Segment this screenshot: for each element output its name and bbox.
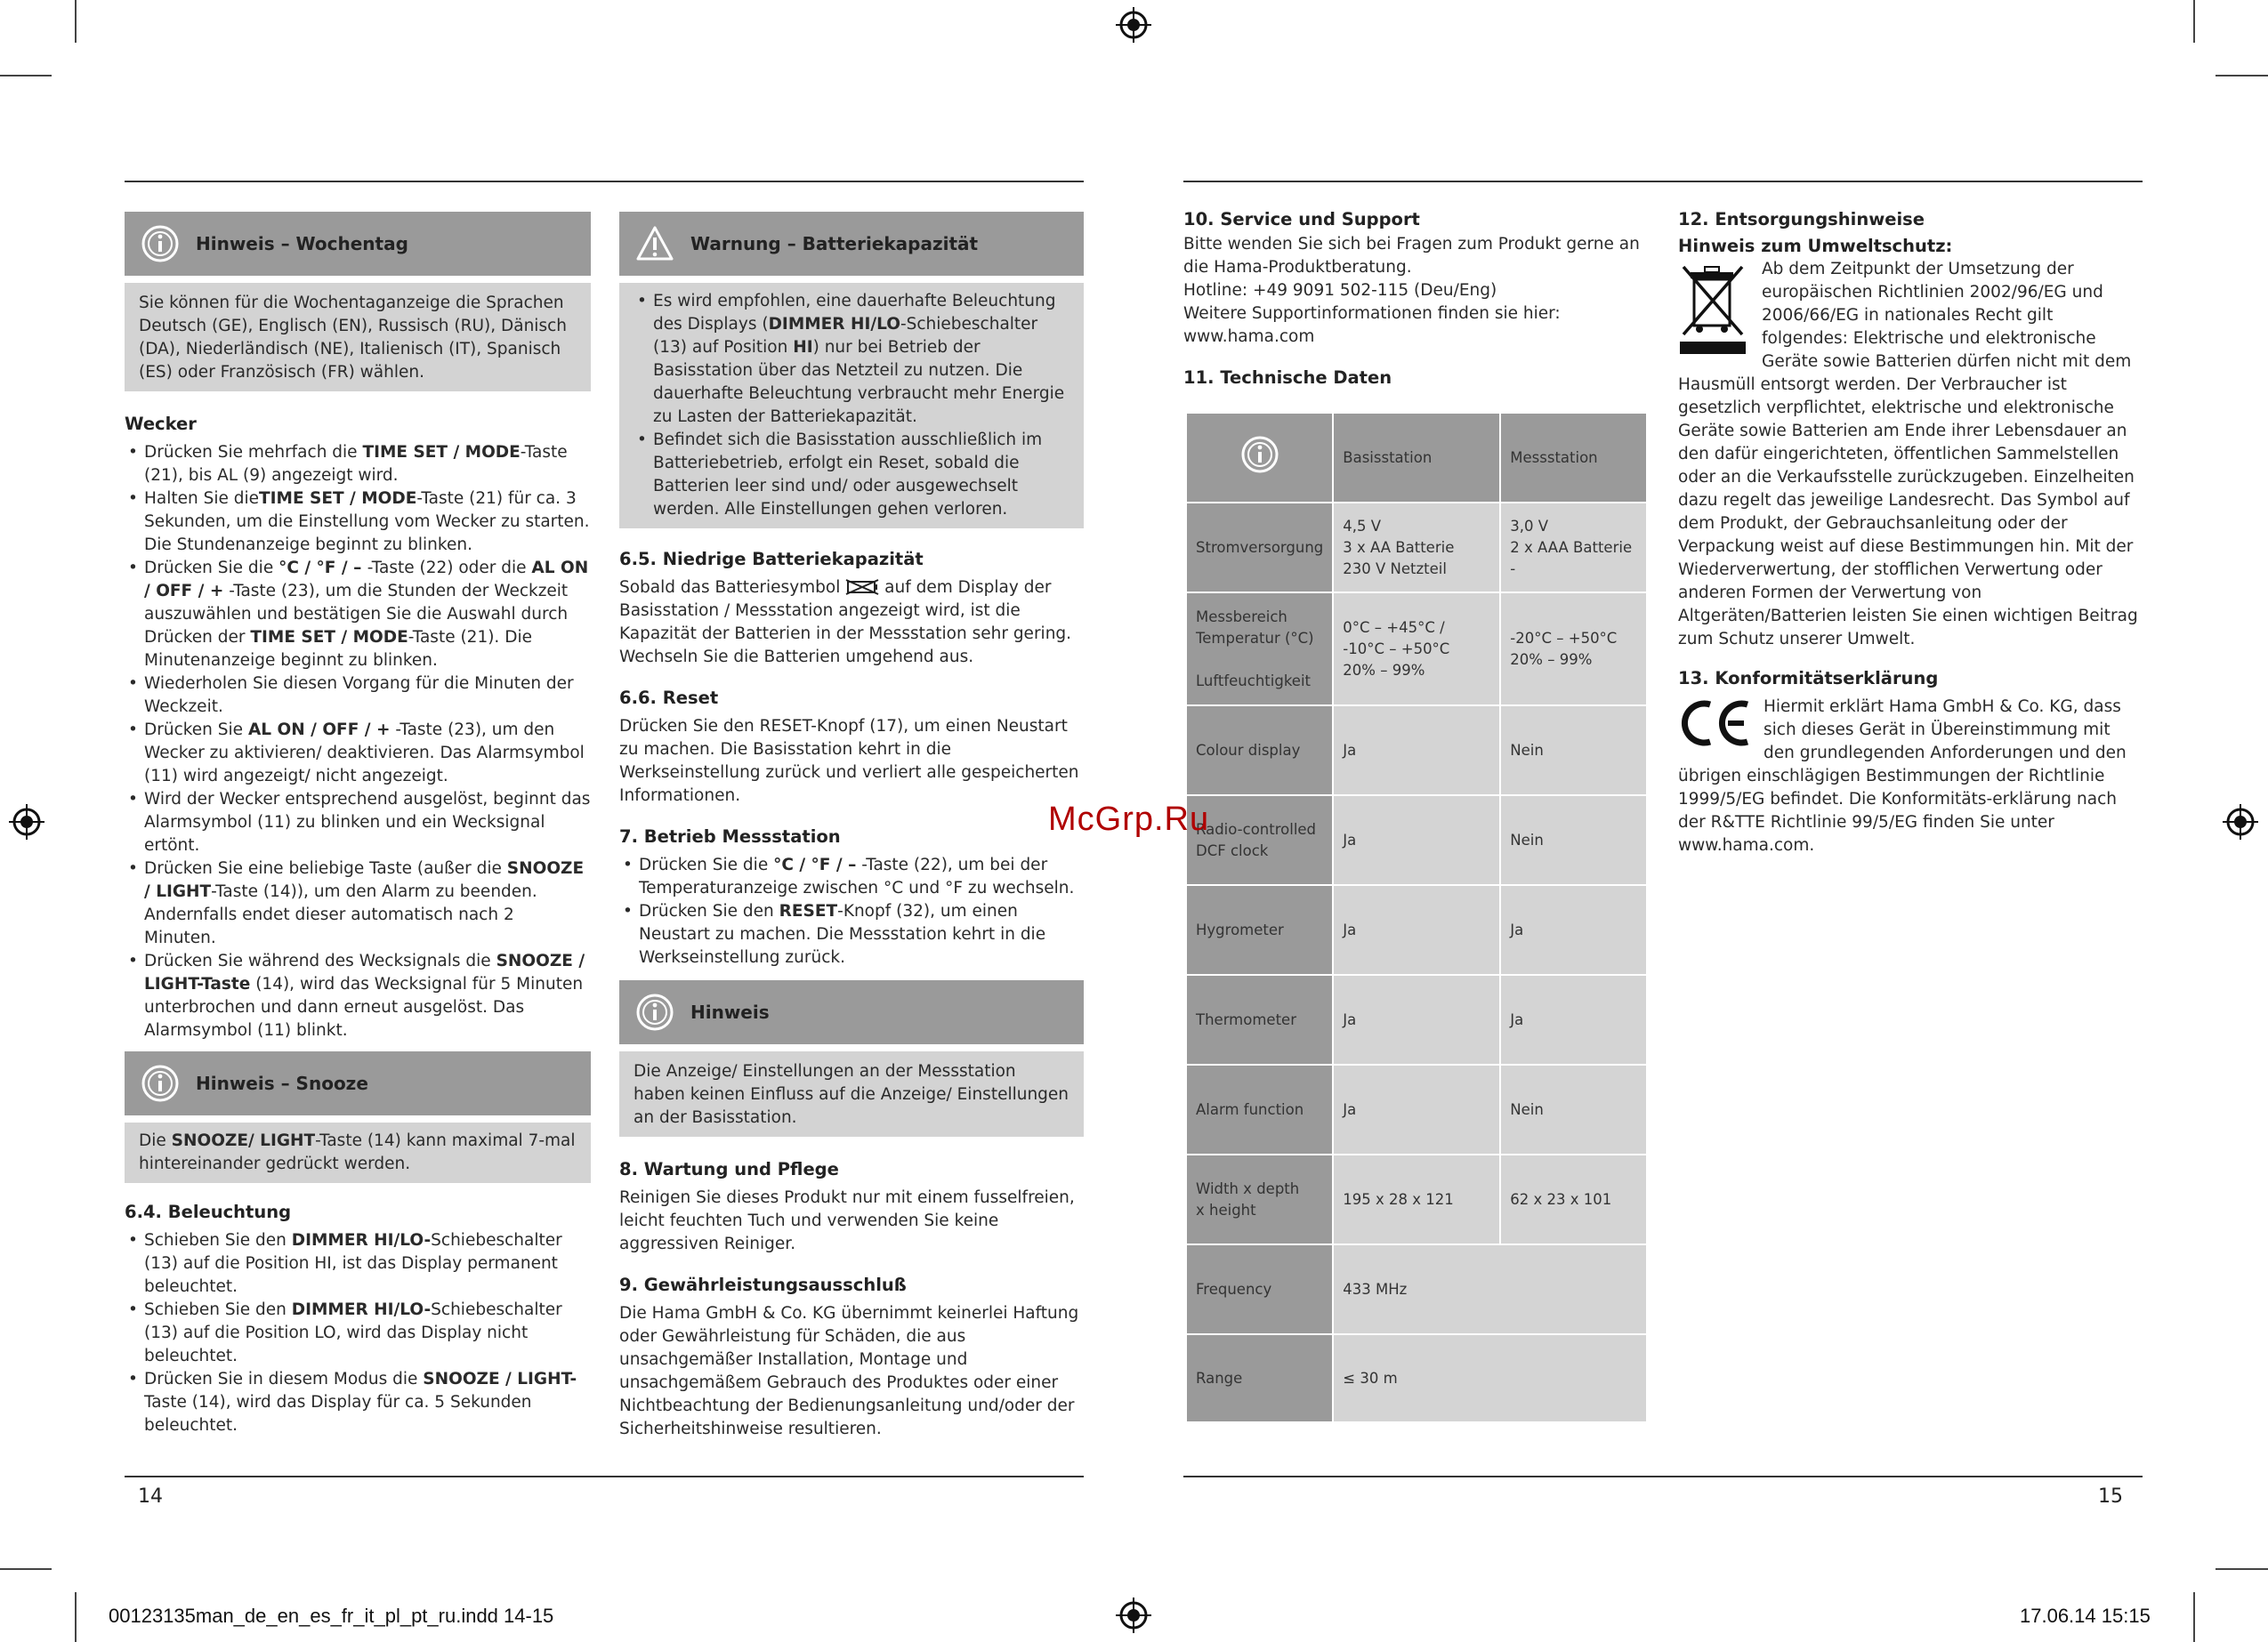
battery-empty-icon bbox=[845, 579, 879, 595]
cell-line: Radio-controlled bbox=[1196, 820, 1317, 838]
row-value-remote bbox=[1500, 705, 1647, 795]
cell-line: 195 x 28 x 121 bbox=[1343, 1190, 1454, 1208]
bold-term: °C / °F / – bbox=[773, 856, 857, 874]
cell-line: -20°C – +50°C bbox=[1510, 629, 1618, 647]
alarm-heading: Wecker bbox=[125, 414, 197, 434]
table-row bbox=[1186, 1155, 1647, 1244]
crop-mark bbox=[2216, 1568, 2268, 1570]
row-value-base bbox=[1333, 592, 1500, 705]
list-item bbox=[125, 719, 591, 788]
text-run: Es wird empfohlen, eine dauerhafte Beleuchtung des Displays ( bbox=[653, 292, 1056, 334]
disposal-heading: 12. Entsorgungshinweise bbox=[1678, 209, 1925, 229]
registration-mark-icon bbox=[2223, 804, 2258, 840]
text-run: -Taste (21). Die Minutenanzeige beginnt zu blinken. bbox=[144, 628, 532, 670]
reset-heading: 6.6. Reset bbox=[619, 688, 719, 708]
list-item bbox=[125, 950, 591, 1042]
info-icon bbox=[635, 993, 674, 1032]
bold-term: TIME SET / MODE bbox=[259, 489, 417, 508]
cell-line: 20% – 99% bbox=[1510, 650, 1593, 668]
table-row bbox=[1186, 1065, 1647, 1155]
warranty-text: Die Hama GmbH & Co. KG übernimmt keinerlei Haftung oder Gewährleistung für Schäden, die aus unsachgemäßer Installation, Montage und unsachgemäßem Gebrauch des Produktes oder einer Nichtbeachtung der Bedienungsanleitung und/oder der Sicherheitshinweise resultieren. bbox=[619, 1304, 1079, 1438]
registration-mark-icon bbox=[1116, 7, 1151, 43]
table-header-icon-cell bbox=[1186, 413, 1333, 503]
text-run: Taste (14), wird das Display für ca. 5 Sekunden beleuchtet. bbox=[144, 1393, 532, 1435]
info-icon bbox=[141, 224, 180, 263]
table-row bbox=[1186, 592, 1647, 705]
cell-line: Width x depth bbox=[1196, 1179, 1300, 1197]
text-run: -Taste (21), bis AL (9) angezeigt wird. bbox=[144, 443, 568, 485]
text-run: Drücken Sie den bbox=[639, 902, 779, 921]
text-run: -Taste (23), um die Stunden der Weckzeit auszuwählen und bestätigen Sie die Auswahl durch Drücken der bbox=[144, 582, 569, 647]
cell-line: 62 x 23 x 101 bbox=[1510, 1190, 1612, 1208]
cell-line: Nein bbox=[1510, 831, 1544, 849]
cell-line: Thermometer bbox=[1196, 1010, 1296, 1028]
page-number-right: 15 bbox=[2098, 1485, 2123, 1508]
row-value-remote bbox=[1500, 592, 1647, 705]
low-battery-text bbox=[619, 576, 1084, 669]
cell-line: x height bbox=[1196, 1201, 1256, 1219]
text-run: (14), wird das Wecksignal für 5 Minuten unterbrochen und dann erneut ausgelöst. Das Alarmsymbol (11) blinkt. bbox=[144, 975, 584, 1040]
cell-line: Messstation bbox=[1510, 448, 1598, 466]
note-header bbox=[619, 980, 1084, 1044]
cell-line: Messbereich bbox=[1196, 608, 1287, 625]
row-label bbox=[1186, 1244, 1333, 1334]
row-label bbox=[1186, 705, 1333, 795]
text-run: Drücken Sie während des Wecksignals die bbox=[144, 952, 496, 970]
note-snooze-box bbox=[125, 1051, 591, 1183]
row-value-base bbox=[1333, 1155, 1500, 1244]
cell-line: 230 V Netzteil bbox=[1343, 559, 1447, 577]
cell-line: Ja bbox=[1343, 831, 1357, 849]
bold-term: SNOOZE / LIGHT-Taste bbox=[144, 952, 585, 994]
maintenance-heading: 8. Wartung und Pflege bbox=[619, 1159, 839, 1179]
crop-mark bbox=[2193, 1592, 2195, 1642]
service-url[interactable]: www.hama.com bbox=[1183, 327, 1315, 346]
cell-line: 3,0 V bbox=[1510, 517, 1549, 535]
note-snooze-title: Hinweis – Snooze bbox=[196, 1073, 368, 1094]
bold-term: DIMMER HI/LO bbox=[768, 315, 900, 334]
list-item bbox=[125, 1229, 591, 1299]
warning-battery-body bbox=[619, 283, 1084, 528]
slug-filename: 00123135man_de_en_es_fr_it_pl_pt_ru.indd 14-15 bbox=[109, 1605, 554, 1627]
text-run: -Taste (14) kann maximal 7-mal hintereinander gedrückt werden. bbox=[139, 1131, 576, 1173]
note-weekday-title: Hinweis – Wochentag bbox=[196, 233, 408, 254]
text-run: -Knopf (32), um einen Neustart zu machen. Die Messstation kehrt in die Werkseinstellung zurück. bbox=[639, 902, 1046, 967]
cell-line: - bbox=[1510, 559, 1516, 577]
crop-mark bbox=[2193, 0, 2195, 43]
warning-battery-header bbox=[619, 212, 1084, 276]
top-rule-left bbox=[125, 181, 1084, 182]
text-run: Drücken Sie mehrfach die bbox=[144, 443, 363, 462]
list-item bbox=[125, 1368, 591, 1437]
registration-mark-icon bbox=[9, 804, 44, 840]
row-value-remote bbox=[1500, 975, 1647, 1065]
cell-line: DCF clock bbox=[1196, 841, 1269, 859]
crop-mark bbox=[0, 75, 52, 76]
service-line: Hotline: +49 9091 502-115 (Deu/Eng) bbox=[1183, 281, 1497, 300]
cell-line: ≤ 30 m bbox=[1343, 1369, 1398, 1387]
row-label bbox=[1186, 1155, 1333, 1244]
bold-term: TIME SET / MODE bbox=[250, 628, 408, 647]
text-run: -Taste (23), um den Wecker zu aktivieren/ deaktivieren. Das Alarmsymbol (11) wird angezeigt/ nicht angezeigt. bbox=[144, 720, 585, 785]
list-item bbox=[125, 857, 591, 950]
cell-line: 3 x AA Batterie bbox=[1343, 538, 1455, 556]
list-item bbox=[619, 900, 1084, 970]
cell-line: Ja bbox=[1343, 741, 1357, 759]
text-run: -Taste (14)), um den Alarm zu beenden. Andernfalls endet dieser automatisch nach 2 Minuten. bbox=[144, 882, 537, 947]
cell-line: Colour display bbox=[1196, 741, 1301, 759]
bold-term: DIMMER HI/LO- bbox=[291, 1300, 432, 1319]
row-value-remote bbox=[1500, 503, 1647, 592]
conformity-block bbox=[1678, 696, 2143, 857]
bold-term: HI bbox=[793, 338, 813, 357]
low-battery-heading: 6.5. Niedrige Batteriekapazität bbox=[619, 549, 924, 569]
text-run: Schieben Sie den bbox=[144, 1300, 292, 1319]
cell-line bbox=[1196, 649, 1323, 671]
note-snooze-header bbox=[125, 1051, 591, 1115]
cell-line: Ja bbox=[1510, 1010, 1524, 1028]
table-header-remote bbox=[1500, 413, 1647, 503]
tech-heading: 11. Technische Daten bbox=[1183, 367, 1392, 388]
text-run: Schieben Sie den bbox=[144, 1231, 292, 1250]
table-row bbox=[1186, 795, 1647, 885]
bold-term: °C / °F / – bbox=[278, 559, 367, 577]
table-row bbox=[1186, 1244, 1647, 1334]
text-run: ) nur bei Betrieb der Basisstation über das Netzteil zu nutzen. Die dauerhafte Beleuchtung verbraucht mehr Energie zu Lasten der Batteriekapazität. bbox=[653, 338, 1065, 426]
text-run: Drücken Sie bbox=[144, 720, 248, 739]
row-value bbox=[1333, 1334, 1647, 1422]
row-value-remote bbox=[1500, 1065, 1647, 1155]
row-value-remote bbox=[1500, 1155, 1647, 1244]
operation-list bbox=[619, 854, 1084, 970]
text-run: Halten Sie die bbox=[144, 489, 260, 508]
bottom-rule-right bbox=[1183, 1476, 2143, 1477]
row-value bbox=[1333, 1244, 1647, 1334]
row-label bbox=[1186, 592, 1333, 705]
crop-mark bbox=[2216, 75, 2268, 76]
text-run: -Schiebeschalter (13) auf Position bbox=[653, 315, 1038, 357]
cell-line: Range bbox=[1196, 1369, 1243, 1387]
cell-line: Nein bbox=[1510, 1100, 1544, 1118]
text-run: Drücken Sie die bbox=[639, 856, 774, 874]
bold-term: AL ON / OFF / + bbox=[144, 559, 589, 600]
table-header-row bbox=[1186, 413, 1647, 503]
text-run: Drücken Sie in diesem Modus die bbox=[144, 1370, 424, 1388]
note-weekday-body: Sie können für die Wochentaganzeige die Sprachen Deutsch (GE), Englisch (EN), Russisch (RU), Dänisch (DA), Niederländisch (NE), Italienisch (IT), Spanisch (ES) oder Französisch (FR) wählen. bbox=[125, 283, 591, 391]
warning-triangle-icon bbox=[635, 224, 674, 263]
text-run: -Taste (22), um bei der Temperaturanzeige zwischen °C und °F zu wechseln. bbox=[639, 856, 1075, 897]
text-run: -Taste (21) für ca. 3 Sekunden, um die Einstellung vom Wecker zu starten. Die Stundenanzeige beginnt zu blinken. bbox=[144, 489, 590, 554]
list-item bbox=[125, 672, 591, 719]
crop-mark bbox=[75, 0, 77, 43]
row-value-base bbox=[1333, 503, 1500, 592]
cell-line: 2 x AAA Batterie bbox=[1510, 538, 1633, 556]
bold-term: TIME SET / MODE bbox=[362, 443, 521, 462]
note-body: Die Anzeige/ Einstellungen an der Messstation haben keinen Einfluss auf die Anzeige/ Einstellungen an der Basisstation. bbox=[619, 1051, 1084, 1137]
bold-term: SNOOZE / LIGHT bbox=[144, 859, 585, 901]
warning-battery-box bbox=[619, 212, 1084, 528]
row-value-base bbox=[1333, 1065, 1500, 1155]
service-line: Weitere Supportinformationen finden sie hier: bbox=[1183, 304, 1561, 323]
row-value-remote bbox=[1500, 795, 1647, 885]
cell-line: -10°C – +50°C bbox=[1343, 640, 1450, 657]
left-column-2 bbox=[619, 212, 1084, 1441]
table-row bbox=[1186, 885, 1647, 975]
text-run: Wird der Wecker entsprechend ausgelöst, beginnt das Alarmsymbol (11) zu blinken und ein Wecksignal ertönt. bbox=[144, 790, 591, 855]
row-value-base bbox=[1333, 705, 1500, 795]
maintenance-text: Reinigen Sie dieses Produkt nur mit einem fusselfreien, leicht feuchten Tuch und verwenden Sie keine aggressiven Reiniger. bbox=[619, 1188, 1075, 1253]
table-header-base bbox=[1333, 413, 1500, 503]
list-item bbox=[125, 1299, 591, 1368]
lighting-list bbox=[125, 1229, 591, 1437]
ce-mark-icon bbox=[1678, 696, 1753, 751]
bottom-rule-left bbox=[125, 1476, 1084, 1477]
text-run: Die bbox=[139, 1131, 172, 1150]
tech-data-table bbox=[1185, 412, 1648, 1423]
row-label bbox=[1186, 975, 1333, 1065]
disposal-text: Ab dem Zeitpunkt der Umsetzung der europäischen Richtlinien 2002/96/EG und 2006/66/EG in nationales Recht gilt folgendes: Elektrische und elektronische Geräte sowie Batterien dürfen nicht mit dem Hausmüll entsorgt werden. Der Verbraucher ist gesetzlich verpflichtet, elektrische und elektronische Geräte sowie Batterien am Ende ihrer Lebensdauer an den dafür eingerichteten, öffentlichen Sammelstellen oder an die Verkaufsstelle zurückzugeben. Einzelheiten dazu regelt das jeweilige Landesrecht. Das Symbol auf dem Produkt, der Gebrauchsanleitung oder der Verpackung weist auf diese Bestimmungen hin. Mit der Wiederverwertung, der stofflichen Verwertung oder anderen Formen der Verwertung von Altgeräten/Batterien leisten Sie einen wichtigen Beitrag zum Schutz unserer Umwelt. bbox=[1678, 260, 2138, 648]
right-column-1 bbox=[1183, 208, 1646, 395]
note-weekday-header bbox=[125, 212, 591, 276]
lighting-heading: 6.4. Beleuchtung bbox=[125, 1202, 292, 1222]
page-number-left: 14 bbox=[138, 1485, 163, 1508]
reset-text: Drücken Sie den RESET-Knopf (17), um einen Neustart zu machen. Die Basisstation kehrt in die Werkseinstellung zurück und verliert alle gespeicherten Informationen. bbox=[619, 717, 1079, 805]
info-icon bbox=[141, 1064, 180, 1103]
row-label bbox=[1186, 1334, 1333, 1422]
note-snooze-body bbox=[125, 1123, 591, 1183]
bold-term: SNOOZE / LIGHT- bbox=[423, 1370, 577, 1388]
table-row bbox=[1186, 1334, 1647, 1422]
cell-line: 4,5 V bbox=[1343, 517, 1382, 535]
disposal-block bbox=[1678, 258, 2143, 651]
crossed-out-bin-icon bbox=[1678, 260, 1749, 358]
cell-line: Temperatur (°C) bbox=[1196, 629, 1314, 647]
list-item bbox=[125, 441, 591, 487]
text-run: Drücken Sie eine beliebige Taste (außer die bbox=[144, 859, 507, 878]
text-run: -Taste (22) oder die bbox=[367, 559, 532, 577]
conformity-text: Hiermit erklärt Hama GmbH & Co. KG, dass sich dieses Gerät in Übereinstimmung mit den grundlegenden Anforderungen und den übrigen einschlägigen Bestimmungen der Richtlinie 1999/5/EG befindet. Die Konformitäts-erklärung nach der R&TTE Richtlinie 99/5/EG finden Sie unter www.hama.com. bbox=[1678, 697, 2127, 855]
cell-line: 433 MHz bbox=[1343, 1280, 1408, 1298]
watermark-text: McGrp.Ru bbox=[1048, 801, 1210, 838]
text-run: Schiebeschalter (13) auf die Position HI, ist das Display permanent beleuchtet. bbox=[144, 1231, 562, 1296]
info-icon bbox=[1240, 435, 1279, 474]
bold-term: RESET bbox=[779, 902, 838, 921]
row-value-base bbox=[1333, 885, 1500, 975]
low-battery-text-a: Sobald das Batteriesymbol bbox=[619, 578, 841, 597]
note-title: Hinweis bbox=[690, 1002, 770, 1023]
cell-line: Nein bbox=[1510, 741, 1544, 759]
top-rule-right bbox=[1183, 181, 2143, 182]
cell-line: Alarm function bbox=[1196, 1100, 1304, 1118]
left-column-1 bbox=[125, 212, 591, 1437]
table-row bbox=[1186, 975, 1647, 1065]
registration-mark-icon bbox=[1116, 1598, 1151, 1633]
service-heading: 10. Service und Support bbox=[1183, 209, 1420, 229]
right-column-2 bbox=[1678, 208, 2143, 857]
note-box bbox=[619, 980, 1084, 1137]
list-item bbox=[634, 290, 1069, 429]
warning-battery-title: Warnung – Batteriekapazität bbox=[690, 233, 979, 254]
cell-line: Luftfeuchtigkeit bbox=[1196, 672, 1311, 689]
cell-line: Ja bbox=[1343, 1100, 1357, 1118]
cell-line: Stromversorgung bbox=[1196, 538, 1324, 556]
row-label bbox=[1186, 1065, 1333, 1155]
cell-line: 0°C – +45°C / bbox=[1343, 618, 1445, 636]
cell-line: Hygrometer bbox=[1196, 921, 1284, 938]
row-value-base bbox=[1333, 795, 1500, 885]
list-item bbox=[125, 788, 591, 857]
warning-list bbox=[634, 290, 1069, 521]
cell-line: 20% – 99% bbox=[1343, 661, 1425, 679]
low-battery-text-b: auf dem Display der Basisstation / Messstation angezeigt wird, ist die Kapazität der Batterien in der Messstation sehr gering. Wechseln Sie die Batterien umgehend aus. bbox=[619, 578, 1072, 666]
note-weekday-box bbox=[125, 212, 591, 391]
table-row bbox=[1186, 503, 1647, 592]
warranty-heading: 9. Gewährleistungsausschluß bbox=[619, 1275, 907, 1295]
row-value-base bbox=[1333, 975, 1500, 1065]
disposal-subheading: Hinweis zum Umweltschutz: bbox=[1678, 236, 1953, 256]
list-item bbox=[619, 854, 1084, 900]
service-line: Bitte wenden Sie sich bei Fragen zum Produkt gerne an die Hama-Produktberatung. bbox=[1183, 235, 1640, 277]
cell-line: Frequency bbox=[1196, 1280, 1272, 1298]
bold-term: AL ON / OFF / + bbox=[247, 720, 391, 739]
conformity-heading: 13. Konformitätserklärung bbox=[1678, 668, 1939, 688]
operation-heading: 7. Betrieb Messstation bbox=[619, 826, 841, 847]
list-item bbox=[125, 487, 591, 557]
alarm-list bbox=[125, 441, 591, 1042]
row-value-remote bbox=[1500, 885, 1647, 975]
bold-term: SNOOZE/ LIGHT bbox=[171, 1131, 316, 1150]
row-label bbox=[1186, 503, 1333, 592]
cell-line: Ja bbox=[1510, 921, 1524, 938]
text-run: Schiebeschalter (13) auf die Position LO, wird das Display nicht beleuchtet. bbox=[144, 1300, 562, 1365]
list-item bbox=[634, 429, 1069, 521]
cell-line: Basisstation bbox=[1343, 448, 1433, 466]
cell-line: Ja bbox=[1343, 1010, 1357, 1028]
crop-mark bbox=[75, 1592, 77, 1642]
row-label bbox=[1186, 885, 1333, 975]
cell-line: Ja bbox=[1343, 921, 1357, 938]
text-run: Wiederholen Sie diesen Vorgang für die Minuten der Weckzeit. bbox=[144, 674, 574, 716]
slug-date: 17.06.14 15:15 bbox=[2020, 1605, 2151, 1627]
crop-mark bbox=[0, 1568, 52, 1570]
text-run: Drücken Sie die bbox=[144, 559, 279, 577]
text-run: Befindet sich die Basisstation ausschließlich im Batteriebetrieb, erfolgt ein Reset, sobald die Batterien leer sind und/ oder ausgewechselt werden. Alle Einstellungen gehen verloren. bbox=[653, 431, 1043, 519]
table-row bbox=[1186, 705, 1647, 795]
bold-term: DIMMER HI/LO- bbox=[291, 1231, 432, 1250]
list-item bbox=[125, 557, 591, 672]
